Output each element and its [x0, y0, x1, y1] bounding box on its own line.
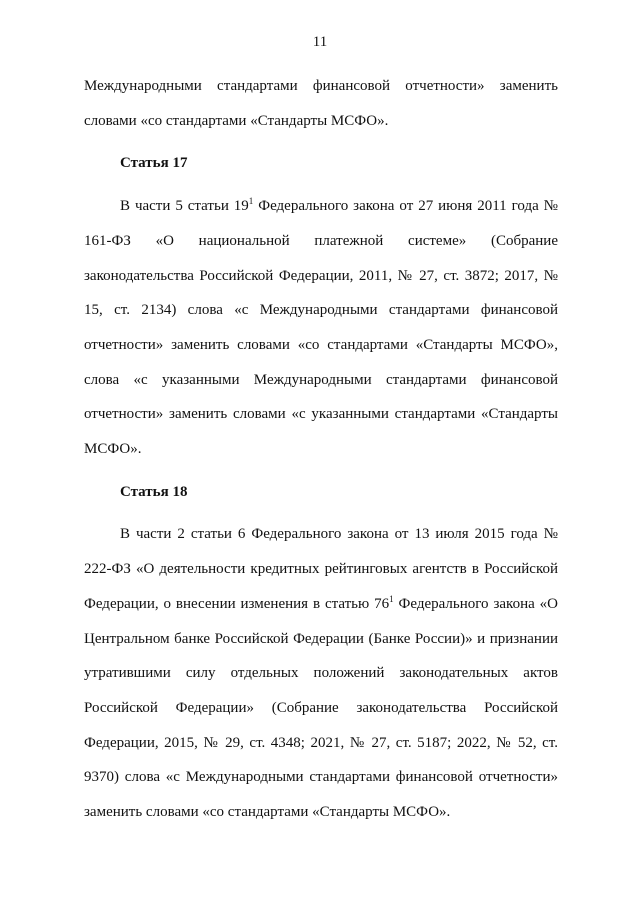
article-18-text-part1: В части 2 статьи 6 Федерального закона от 13 июля 2015 года № 222-ФЗ «О деятельности кредитных рейтинговых агентств в Российской Федерации, о внесении изменения в статью 76: [84, 526, 558, 612]
article-17-superscript: 1: [248, 196, 254, 207]
page-number: 11: [312, 34, 328, 50]
article-17-text-part1: В части 5 статьи 19: [120, 198, 249, 215]
article-18-text-part2: Федерального закона «О Центральном банке Российской Федерации (Банке России)» и признании утратившими силу отдельных положений законодательных актов Российской Федерации» (Собрание законодательства Российской Федерации, 2015, № 29, ст. 4348; 2021, № 27, ст. 5187; 2022, № 52, ст. 9370) слова «с Международными стандартами финансовой отчетности» заменить словами «со стандартами «Стандарты МСФО».: [84, 595, 558, 821]
intro-paragraph: Международными стандартами финансовой отчетности» заменить словами «со стандартами «Стандарты МСФО».: [84, 78, 558, 129]
document-body: [84, 69, 558, 830]
article-18-paragraph: [84, 517, 558, 829]
article-17-paragraph: [84, 189, 558, 467]
article-17-text-part2: Федерального закона от 27 июня 2011 года № 161-ФЗ «О национальной платежной системе» (Собрание законодательства Российской Федерации, 2011, № 27, ст. 3872; 2017, № 15, ст. 2134) слова «с Международными стандартами финансовой отчетности» заменить словами «со стандартами «Стандарты МСФО», слова «с указанными Международными стандартами финансовой отчетности» заменить словами «с указанными стандартами «Стандарты МСФО».: [84, 198, 558, 458]
article-18-heading: Статья 18: [120, 483, 188, 500]
article-18-superscript: 1: [389, 593, 394, 604]
article-17-heading: Статья 17: [120, 155, 188, 172]
